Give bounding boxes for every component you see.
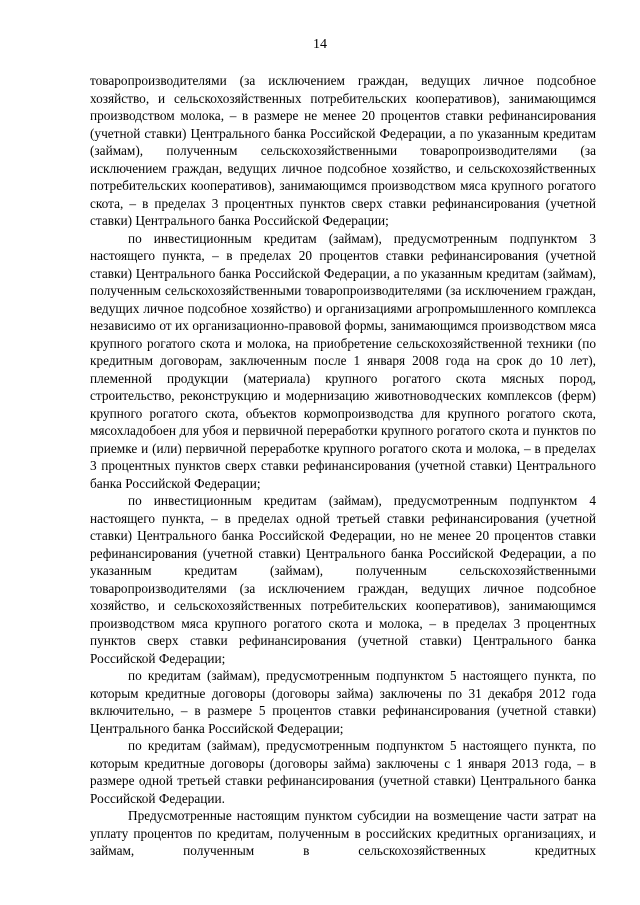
paragraph-subpoint-3: по инвестиционным кредитам (займам), предусмотренным подпунктом 3 настоящего пункта, – в пределах 20 процентов ставки рефинансирования (учетной ставки) Центрального банка Российской Федерации, а по указанным кредитам (займам), полученным сельскохозяйственными товаропроизводителями (за исключением граждан, ведущих личное подсобное хозяйство) и организациями агропромышленного комплекса независимо от их организационно-правовой формы, занимающимся производством мяса крупного рогатого скота и молока, на приобретение сельскохозяйственной техники (по кредитным договорам, заключенным после 1 января 2008 года на срок до 10 лет), племенной продукции (материала) крупного рогатого скота мясных пород, строительство, реконструкцию и модернизацию животноводческих комплексов (ферм) крупного рогатого скота, объектов кормопроизводства для крупного рогатого скота, мясохладобоен для убоя и первичной переработки крупного рогатого скота и пунктов по приемке и (или) первичной переработке крупного рогатого скота и молока, – в пределах 3 процентных пунктов сверх ставки рефинансирования (учетной ставки) Центрального банка Российской Федерации; — [90, 230, 596, 491]
paragraph-subpoint-5-before-2013: по кредитам (займам), предусмотренным подпунктом 5 настоящего пункта, по которым кредитные договоры (договоры займа) заключены по 31 декабря 2012 года включительно, – в размере 5 процентов ставки рефинансирования (учетной ставки) Центрального банка Российской Федерации; — [90, 668, 596, 736]
paragraph-subsidies: Предусмотренные настоящим пунктом субсидии на возмещение части затрат на уплату процентов по кредитам, полученным в российских кредитных организациях, и займам, полученным в сельскохозяйственных кредитных — [90, 808, 596, 858]
paragraph-subpoint-5-from-2013: по кредитам (займам), предусмотренным подпунктом 5 настоящего пункта, по которым кредитные договоры (договоры займа) заключены с 1 января 2013 года, – в размере одной третьей ставки рефинансирования (учетной ставки) Центрального банка Российской Федерации. — [90, 738, 596, 806]
page-number: 14 — [313, 37, 327, 52]
document-body — [90, 72, 596, 860]
paragraph-subpoint-4: по инвестиционным кредитам (займам), предусмотренным подпунктом 4 настоящего пункта, – в пределах одной третьей ставки рефинансирования (учетной ставки) Центрального банка Российской Федерации, но не менее 20 процентов ставки рефинансирования (учетной ставки) Центрального банка Российской Федерации, а по указанным кредитам (займам), полученным сельскохозяйственными товаропроизводителями (за исключением граждан, ведущих личное подсобное хозяйство, и сельскохозяйственных потребительских кооперативов), занимающимся производством мяса крупного рогатого скота и молока, – в пределах 3 процентных пунктов сверх ставки рефинансирования (учетной ставки) Центрального банка Российской Федерации; — [90, 493, 596, 666]
paragraph-continuation: товаропроизводителями (за исключением граждан, ведущих личное подсобное хозяйство, и сельскохозяйственных потребительских кооперативов), занимающимся производством молока, – в размере не менее 20 процентов ставки рефинансирования (учетной ставки) Центрального банка Российской Федерации, а по указанным кредитам (займам), полученным сельскохозяйственными товаропроизводителями (за исключением граждан, ведущих личное подсобное хозяйство, и сельскохозяйственных потребительских кооперативов), занимающимся производством мяса крупного рогатого скота, – в пределах 3 процентных пунктов сверх ставки рефинансирования (учетной ставки) Центрального банка Российской Федерации; — [90, 73, 596, 228]
